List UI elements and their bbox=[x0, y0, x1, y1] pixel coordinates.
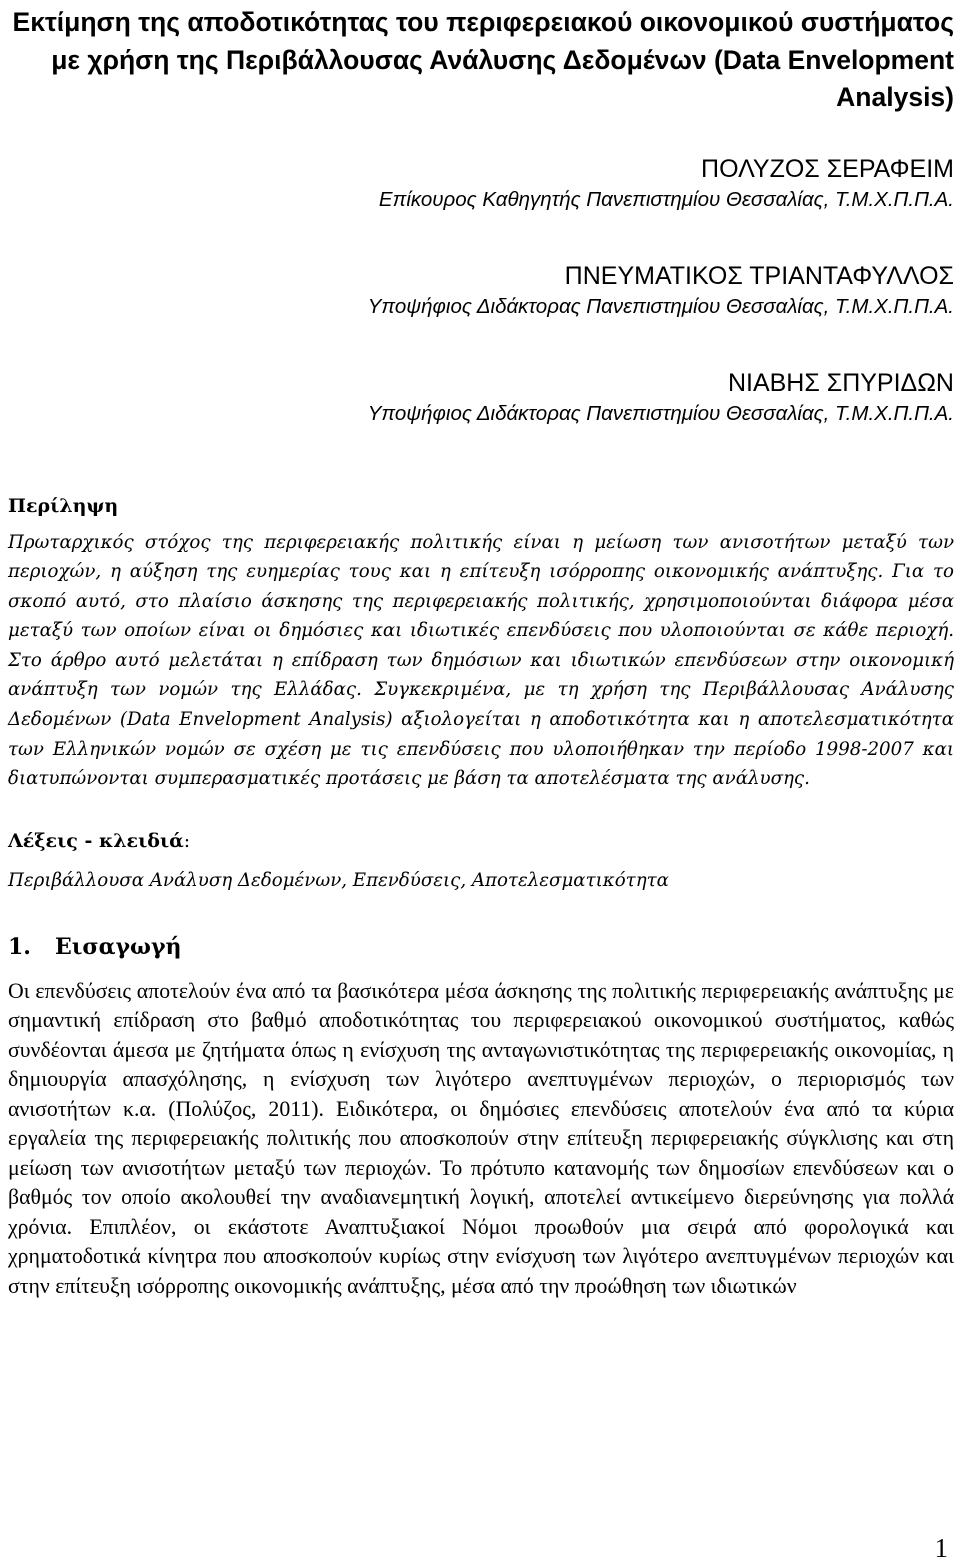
page-number: 1 bbox=[934, 1533, 948, 1563]
keywords-colon: : bbox=[183, 829, 191, 852]
section-body-text: Οι επενδύσεις αποτελούν ένα από τα βασικότερα μέσα άσκησης της πολιτικής περιφερειακής ανάπτυξης με σημαντική επίδραση στο βαθμό αποδοτικότητας του περιφερειακού οικονομικού συστήματος, καθώς συνδέονται άμεσα με ζητήματα όπως η ενίσχυση της ανταγωνιστικότητας της περιφερειακής οικονομίας, η δημιουργία απασχόλησης, η ενίσχυση των λιγότερο ανεπτυγμένων περιοχών, ο περιορισμός των ανισοτήτων κ.α. (Πολύζος, 2011). Ειδικότερα, οι δημόσιες επενδύσεις αποτελούν ένα από τα κύρια εργαλεία της περιφερειακής πολιτικής που αποσκοπούν στην επίτευξη περιφερειακής σύγκλισης και στη μείωση των ανισοτήτων μεταξύ των περιοχών. Το πρότυπο κατανομής των δημοσίων επενδύσεων και ο βαθμός τον οποίο ακολουθεί την αναδιανεμητική λογική, αποτελεί αντικείμενο διερεύνησης για πολλά χρόνια. Επιπλέον, οι εκάστοτε Αναπτυξιακοί Νόμοι προωθούν μια σειρά από φορολογικά και χρηματοδοτικά κίνητρα που αποσκοπούν κυρίως στην ενίσχυση των λιγότερο ανεπτυγμένων περιοχών και στην επίτευξη ισόρροπης οικονομικής ανάπτυξης, μέσα από την προώθηση των ιδιωτικών bbox=[8, 978, 954, 1298]
author-name: ΠΟΛΥΖΟΣ ΣΕΡΑΦΕΙΜ bbox=[701, 154, 954, 183]
section-number: 1. bbox=[8, 933, 31, 960]
author-name: ΠΝΕΥΜΑΤΙΚΟΣ ΤΡΙΑΝΤΑΦΥΛΛΟΣ bbox=[564, 261, 954, 290]
paper-title: Εκτίμηση της αποδοτικότητας του περιφερειακού οικονομικού συστήματος με χρήση της Περιβάλλουσας Ανάλυσης Δεδομένων (Data Envelopment Analysis) bbox=[12, 7, 954, 112]
author-affiliation: Επίκουρος Καθηγητής Πανεπιστημίου Θεσσαλίας, Τ.Μ.Χ.Π.Π.Α. bbox=[378, 187, 954, 211]
author-block bbox=[8, 367, 954, 429]
section-title: Εισαγωγή bbox=[54, 933, 182, 960]
author-affiliation: Υποψήφιος Διδάκτορας Πανεπιστημίου Θεσσαλίας, Τ.Μ.Χ.Π.Π.Α. bbox=[367, 401, 954, 425]
abstract-heading: Περίληψη bbox=[8, 494, 119, 517]
keywords-heading-line bbox=[8, 828, 954, 854]
author-block bbox=[8, 260, 954, 322]
keywords-text: Περιβάλλουσα Ανάλυση Δεδομένων, Επενδύσεις, Αποτελεσματικότητα bbox=[8, 869, 669, 891]
section-heading bbox=[8, 932, 954, 962]
author-name: ΝΙΑΒΗΣ ΣΠΥΡΙΔΩΝ bbox=[727, 368, 954, 397]
abstract-text: Πρωταρχικός στόχος της περιφερειακής πολιτικής είναι η μείωση των ανισοτήτων μεταξύ των περιοχών, η αύξηση της ευημερίας τους και η επίτευξη ισόρροπης οικονομικής ανάπτυξης. Για το σκοπό αυτό, στο πλαίσιο άσκησης της περιφερειακής πολιτικής, χρησιμοποιούνται διάφορα μέσα μεταξύ των οποίων είναι οι δημόσιες και ιδιωτικές επενδύσεις που υλοποιούνται σε κάθε περιοχή. Στο άρθρο αυτό μελετάται η επίδραση των δημόσιων και ιδιωτικών επενδύσεων στην οικονομική ανάπτυξη των νομών της Ελλάδας. Συγκεκριμένα, με τη χρήση της Περιβάλλουσας Ανάλυσης Δεδομένων (Data Envelopment Analysis) αξιολογείται η αποδοτικότητα και η αποτελεσματικότητα των Ελληνικών νομών σε σχέση με τις επενδύσεις που υλοποιήθηκαν την περίοδο 1998-2007 και διατυπώνονται συμπερασματικές προτάσεις με βάση τα αποτελέσματα της ανάλυσης. bbox=[8, 531, 954, 790]
author-block bbox=[8, 153, 954, 215]
author-affiliation: Υποψήφιος Διδάκτορας Πανεπιστημίου Θεσσαλίας, Τ.Μ.Χ.Π.Π.Α. bbox=[367, 294, 954, 318]
keywords-heading: Λέξεις - κλειδιά bbox=[8, 829, 184, 852]
document-page bbox=[8, 0, 954, 1568]
